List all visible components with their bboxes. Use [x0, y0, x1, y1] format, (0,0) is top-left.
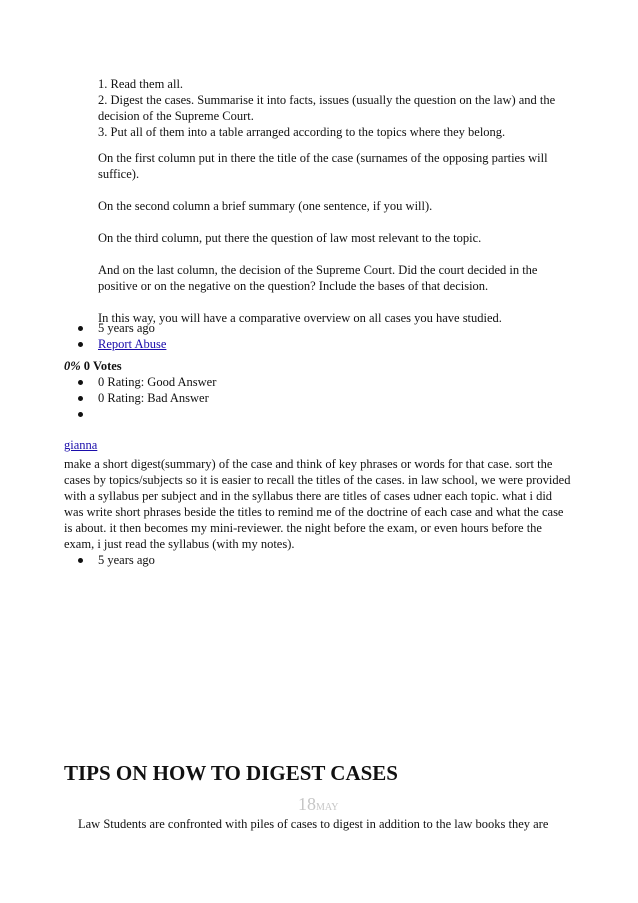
answer-author — [64, 437, 97, 453]
steps-list — [98, 76, 578, 140]
paragraph-first-column: On the first column put in there the title of the case (surnames of the opposing parties will suffice). — [98, 151, 548, 181]
paragraph-overview: In this way, you will have a comparative overview on all cases you have studied. — [98, 311, 502, 325]
paragraph-second-column: On the second column a brief summary (one sentence, if you will). — [98, 199, 433, 213]
answer-text: make a short digest(summary) of the case and think of key phrases or words for that case. sort the cases by topics/subjects so it is easier to recall the titles of the cases. in law school, we were provided with a syllabus per subject and in the syllabus there are titles of cases udner each topic. what i did was write short phrases beside the titles to remind me of the doctrine of each case and what the case is about. it then becomes my mini-reviewer. the night before the exam, or even hours before the exam, i just read the syllabus (with my notes). — [64, 457, 571, 551]
report-abuse-link[interactable]: Report Abuse — [98, 337, 167, 351]
answer2-meta-list — [64, 552, 155, 568]
step-2: 2. Digest the cases. Summarise it into facts, issues (usually the question on the law) and the decision of the Supreme Court. — [98, 93, 556, 123]
post-date-month: MAY — [316, 802, 339, 813]
section-intro: Law Students are confronted with piles of cases to digest in addition to the law books they are — [78, 817, 549, 831]
answer-timestamp: 5 years ago — [98, 320, 166, 336]
empty-list-item — [98, 406, 216, 422]
votes-percent: 0% — [64, 359, 81, 373]
step-1: 1. Read them all. — [98, 77, 184, 91]
section-title: TIPS ON HOW TO DIGEST CASES — [64, 761, 398, 785]
rating-good-answer[interactable]: 0 Rating: Good Answer — [98, 375, 217, 389]
post-date-day: 18 — [298, 794, 316, 814]
step-3: 3. Put all of them into a table arranged according to the topics where they belong. — [98, 125, 506, 139]
paragraph-last-column: And on the last column, the decision of the Supreme Court. Did the court decided in the positive or on the negative on the question? Include the bases of that decision. — [98, 263, 538, 293]
report-abuse-item — [98, 336, 166, 352]
answer-meta-list — [64, 320, 166, 352]
answer2-timestamp: 5 years ago — [98, 553, 155, 567]
paragraph-third-column: On the third column, put there the question of law most relevant to the topic. — [98, 231, 482, 245]
ratings-list — [64, 374, 216, 422]
votes-summary — [64, 358, 122, 374]
instructions — [98, 150, 578, 342]
post-date — [298, 794, 338, 818]
author-link[interactable]: gianna — [64, 438, 98, 452]
rating-bad-answer[interactable]: 0 Rating: Bad Answer — [98, 390, 216, 406]
votes-count: 0 Votes — [83, 359, 122, 373]
